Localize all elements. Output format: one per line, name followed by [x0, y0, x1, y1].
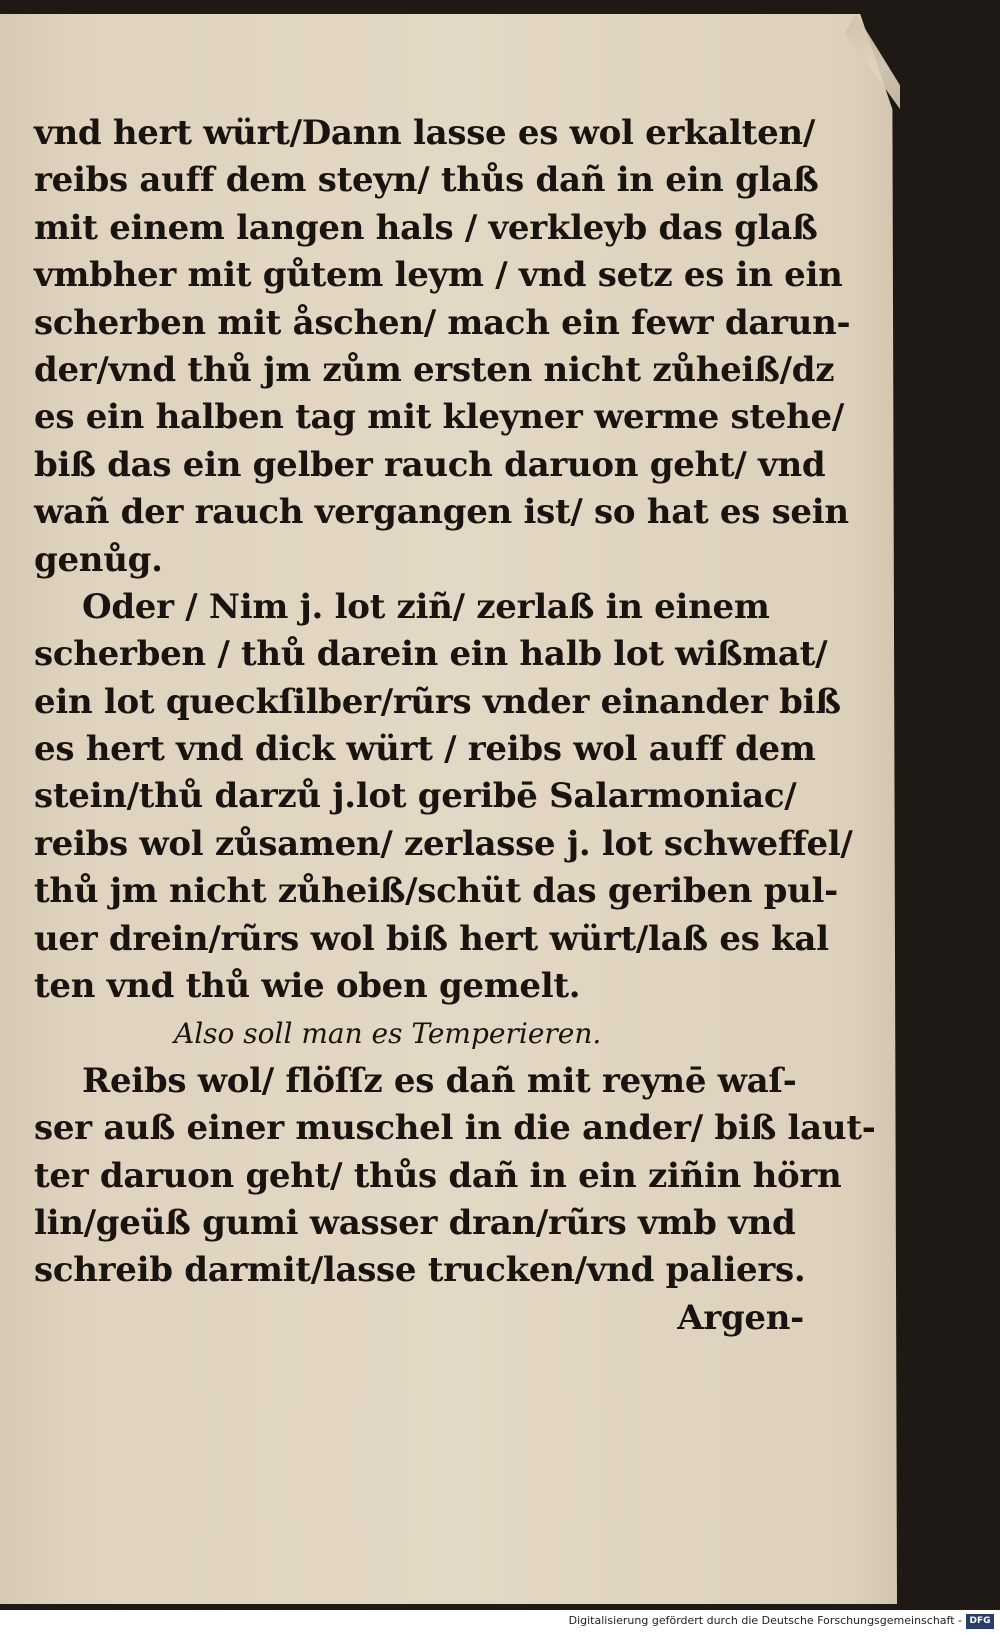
- section-heading: Also soll man es Temperieren.: [174, 1017, 602, 1051]
- text-line: ten vnd thů wie oben gemelt.: [34, 966, 581, 1007]
- text-line: scherben / thů darein ein halb lot wißmat/: [34, 634, 828, 675]
- catchword: Argen‑: [677, 1297, 804, 1338]
- footer-bar: [0, 1610, 1000, 1634]
- text-line: mit einem langen hals / verkleyb das glaß: [34, 207, 818, 248]
- text-line: ser auß einer muschel in die ander/ biß laut‑: [34, 1108, 876, 1149]
- text-line: scherben mit åschen/ mach ein fewr darun‑: [34, 302, 851, 343]
- paragraph-start-line: Reibs wol/ flöſſz es dañ mit reynē waſ‑: [82, 1060, 797, 1101]
- text-line: genůg.: [34, 539, 163, 580]
- text-line: uer drein/rũrs wol biß hert würt/laß es kal: [34, 918, 829, 959]
- paragraph-start-line: Oder / Nim j. lot ziñ/ zerlaß in einem: [82, 586, 770, 627]
- text-line: der/vnd thů jm zům ersten nicht zůheiß/dz: [34, 349, 835, 390]
- text-line: reibs wol zůsamen/ zerlasse j. lot schweffel/: [34, 823, 853, 864]
- text-line: vnd hert würt/Dann lasse es wol erkalten/: [34, 113, 815, 153]
- text-line: vmbher mit gůtem leym / vnd setz es in ein: [34, 255, 843, 296]
- text-line: lin/geüß gumi wasser dran/rũrs vmb vnd: [34, 1202, 796, 1243]
- text-line: schreib darmit/lasse trucken/vnd paliers.: [34, 1250, 806, 1291]
- text-line: es hert vnd dick würt / reibs wol auff dem: [34, 729, 816, 770]
- dfg-logo-icon: DFG: [966, 1614, 994, 1629]
- text-line: ein lot queckſilber/rũrs vnder einander biß: [34, 681, 841, 722]
- text-line: biß das ein gelber rauch daruon geht/ vnd: [34, 444, 826, 485]
- text-line: wañ der rauch vergangen ist/ so hat es sein: [34, 492, 849, 533]
- text-line: ter daruon geht/ thůs dañ in ein ziñin hörn: [34, 1155, 842, 1196]
- text-line: es ein halben tag mit kleyner werme stehe/: [34, 397, 844, 438]
- text-line: reibs auff dem steyn/ thůs dañ in ein glaß: [34, 160, 819, 201]
- text-line: thů jm nicht zůheiß/schüt das geriben pul‑: [34, 871, 838, 912]
- text-line: stein/thů darzů j.lot geribē Salarmoniac/: [34, 776, 797, 817]
- footer-credit: Digitalisierung gefördert durch die Deutsche Forschungsgemeinschaft -: [568, 1614, 962, 1627]
- page-text: [34, 110, 876, 1342]
